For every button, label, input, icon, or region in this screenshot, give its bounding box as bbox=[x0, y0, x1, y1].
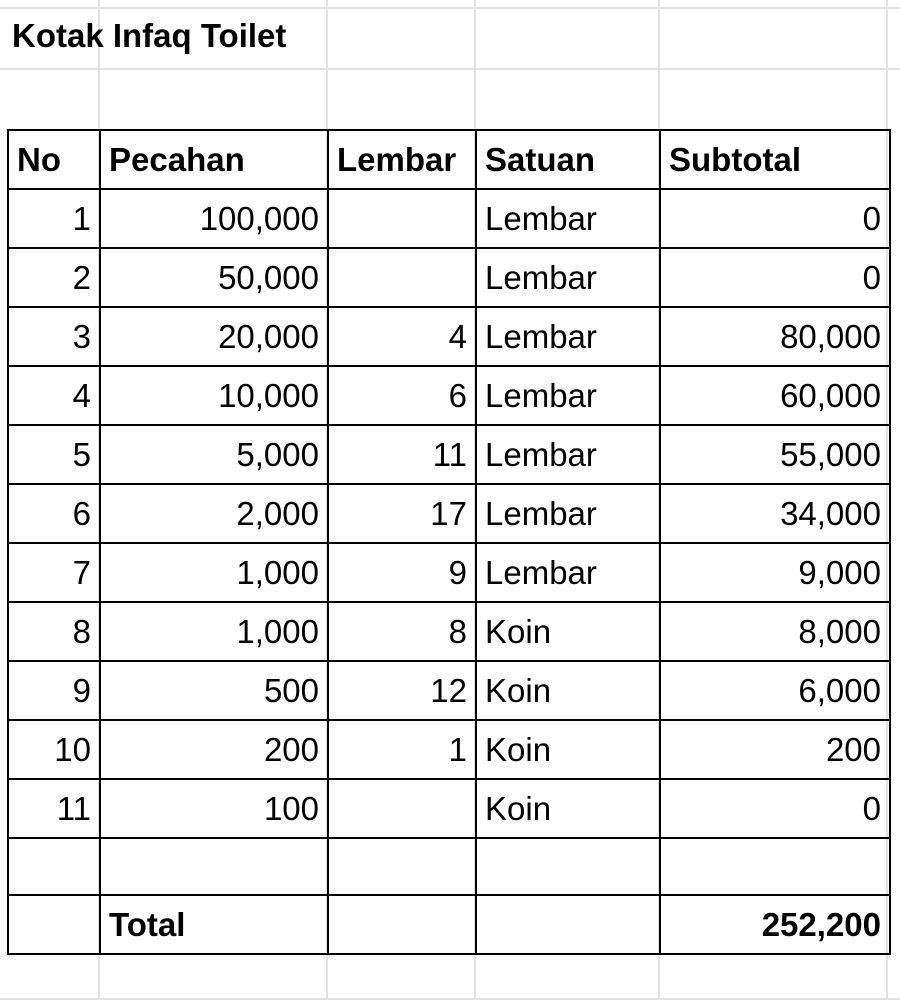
cell-pecahan[interactable]: 50,000 bbox=[100, 248, 328, 307]
cell-pecahan[interactable]: 100 bbox=[100, 779, 328, 838]
cell-lembar[interactable]: 11 bbox=[328, 425, 476, 484]
empty-cell[interactable] bbox=[100, 838, 328, 895]
cell-lembar[interactable] bbox=[328, 779, 476, 838]
table-row bbox=[8, 307, 890, 366]
empty-cell[interactable] bbox=[328, 895, 476, 954]
cell-pecahan[interactable]: 1,000 bbox=[100, 543, 328, 602]
total-value[interactable]: 252,200 bbox=[660, 895, 890, 954]
empty-cell[interactable] bbox=[476, 838, 660, 895]
cell-lembar[interactable]: 4 bbox=[328, 307, 476, 366]
cell-lembar[interactable]: 9 bbox=[328, 543, 476, 602]
cell-pecahan[interactable]: 10,000 bbox=[100, 366, 328, 425]
cell-no[interactable]: 11 bbox=[8, 779, 100, 838]
cell-satuan[interactable]: Koin bbox=[476, 779, 660, 838]
cell-subtotal[interactable]: 9,000 bbox=[660, 543, 890, 602]
empty-cell[interactable] bbox=[660, 838, 890, 895]
infaq-table bbox=[7, 129, 891, 955]
header-subtotal[interactable]: Subtotal bbox=[660, 130, 890, 189]
cell-satuan[interactable]: Lembar bbox=[476, 484, 660, 543]
cell-subtotal[interactable]: 60,000 bbox=[660, 366, 890, 425]
cell-satuan[interactable]: Lembar bbox=[476, 248, 660, 307]
table-row bbox=[8, 602, 890, 661]
header-lembar[interactable]: Lembar bbox=[328, 130, 476, 189]
cell-no[interactable]: 1 bbox=[8, 189, 100, 248]
header-satuan[interactable]: Satuan bbox=[476, 130, 660, 189]
table-row bbox=[8, 543, 890, 602]
cell-satuan[interactable]: Lembar bbox=[476, 425, 660, 484]
table-row bbox=[8, 484, 890, 543]
cell-no[interactable]: 8 bbox=[8, 602, 100, 661]
cell-satuan[interactable]: Lembar bbox=[476, 189, 660, 248]
cell-satuan[interactable]: Koin bbox=[476, 602, 660, 661]
table-row bbox=[8, 248, 890, 307]
cell-subtotal[interactable]: 6,000 bbox=[660, 661, 890, 720]
cell-no[interactable]: 5 bbox=[8, 425, 100, 484]
cell-subtotal[interactable]: 34,000 bbox=[660, 484, 890, 543]
empty-cell[interactable] bbox=[328, 838, 476, 895]
cell-satuan[interactable]: Koin bbox=[476, 661, 660, 720]
cell-pecahan[interactable]: 20,000 bbox=[100, 307, 328, 366]
total-row bbox=[8, 895, 890, 954]
cell-satuan[interactable]: Koin bbox=[476, 720, 660, 779]
cell-no[interactable]: 9 bbox=[8, 661, 100, 720]
table-row bbox=[8, 366, 890, 425]
table-row bbox=[8, 779, 890, 838]
cell-pecahan[interactable]: 2,000 bbox=[100, 484, 328, 543]
cell-subtotal[interactable]: 55,000 bbox=[660, 425, 890, 484]
cell-lembar[interactable]: 12 bbox=[328, 661, 476, 720]
empty-row bbox=[8, 838, 890, 895]
cell-pecahan[interactable]: 200 bbox=[100, 720, 328, 779]
cell-no[interactable]: 7 bbox=[8, 543, 100, 602]
cell-pecahan[interactable]: 1,000 bbox=[100, 602, 328, 661]
cell-lembar[interactable] bbox=[328, 189, 476, 248]
empty-cell[interactable] bbox=[8, 895, 100, 954]
cell-lembar[interactable] bbox=[328, 248, 476, 307]
cell-lembar[interactable]: 1 bbox=[328, 720, 476, 779]
cell-subtotal[interactable]: 0 bbox=[660, 248, 890, 307]
cell-no[interactable]: 3 bbox=[8, 307, 100, 366]
cell-subtotal[interactable]: 0 bbox=[660, 779, 890, 838]
cell-lembar[interactable]: 17 bbox=[328, 484, 476, 543]
cell-satuan[interactable]: Lembar bbox=[476, 307, 660, 366]
cell-lembar[interactable]: 8 bbox=[328, 602, 476, 661]
cell-lembar[interactable]: 6 bbox=[328, 366, 476, 425]
sheet-title[interactable]: Kotak Infaq Toilet bbox=[12, 17, 287, 54]
cell-no[interactable]: 10 bbox=[8, 720, 100, 779]
cell-no[interactable]: 2 bbox=[8, 248, 100, 307]
cell-subtotal[interactable]: 0 bbox=[660, 189, 890, 248]
cell-pecahan[interactable]: 500 bbox=[100, 661, 328, 720]
cell-satuan[interactable]: Lembar bbox=[476, 366, 660, 425]
table-row bbox=[8, 425, 890, 484]
table-row bbox=[8, 189, 890, 248]
empty-cell[interactable] bbox=[476, 895, 660, 954]
cell-subtotal[interactable]: 8,000 bbox=[660, 602, 890, 661]
empty-cell[interactable] bbox=[8, 838, 100, 895]
header-pecahan[interactable]: Pecahan bbox=[100, 130, 328, 189]
total-label[interactable]: Total bbox=[100, 895, 328, 954]
cell-subtotal[interactable]: 80,000 bbox=[660, 307, 890, 366]
cell-pecahan[interactable]: 5,000 bbox=[100, 425, 328, 484]
header-no[interactable]: No bbox=[8, 130, 100, 189]
table-row bbox=[8, 720, 890, 779]
cell-satuan[interactable]: Lembar bbox=[476, 543, 660, 602]
cell-no[interactable]: 4 bbox=[8, 366, 100, 425]
table-header-row bbox=[8, 130, 890, 189]
cell-subtotal[interactable]: 200 bbox=[660, 720, 890, 779]
cell-pecahan[interactable]: 100,000 bbox=[100, 189, 328, 248]
cell-no[interactable]: 6 bbox=[8, 484, 100, 543]
table-row bbox=[8, 661, 890, 720]
